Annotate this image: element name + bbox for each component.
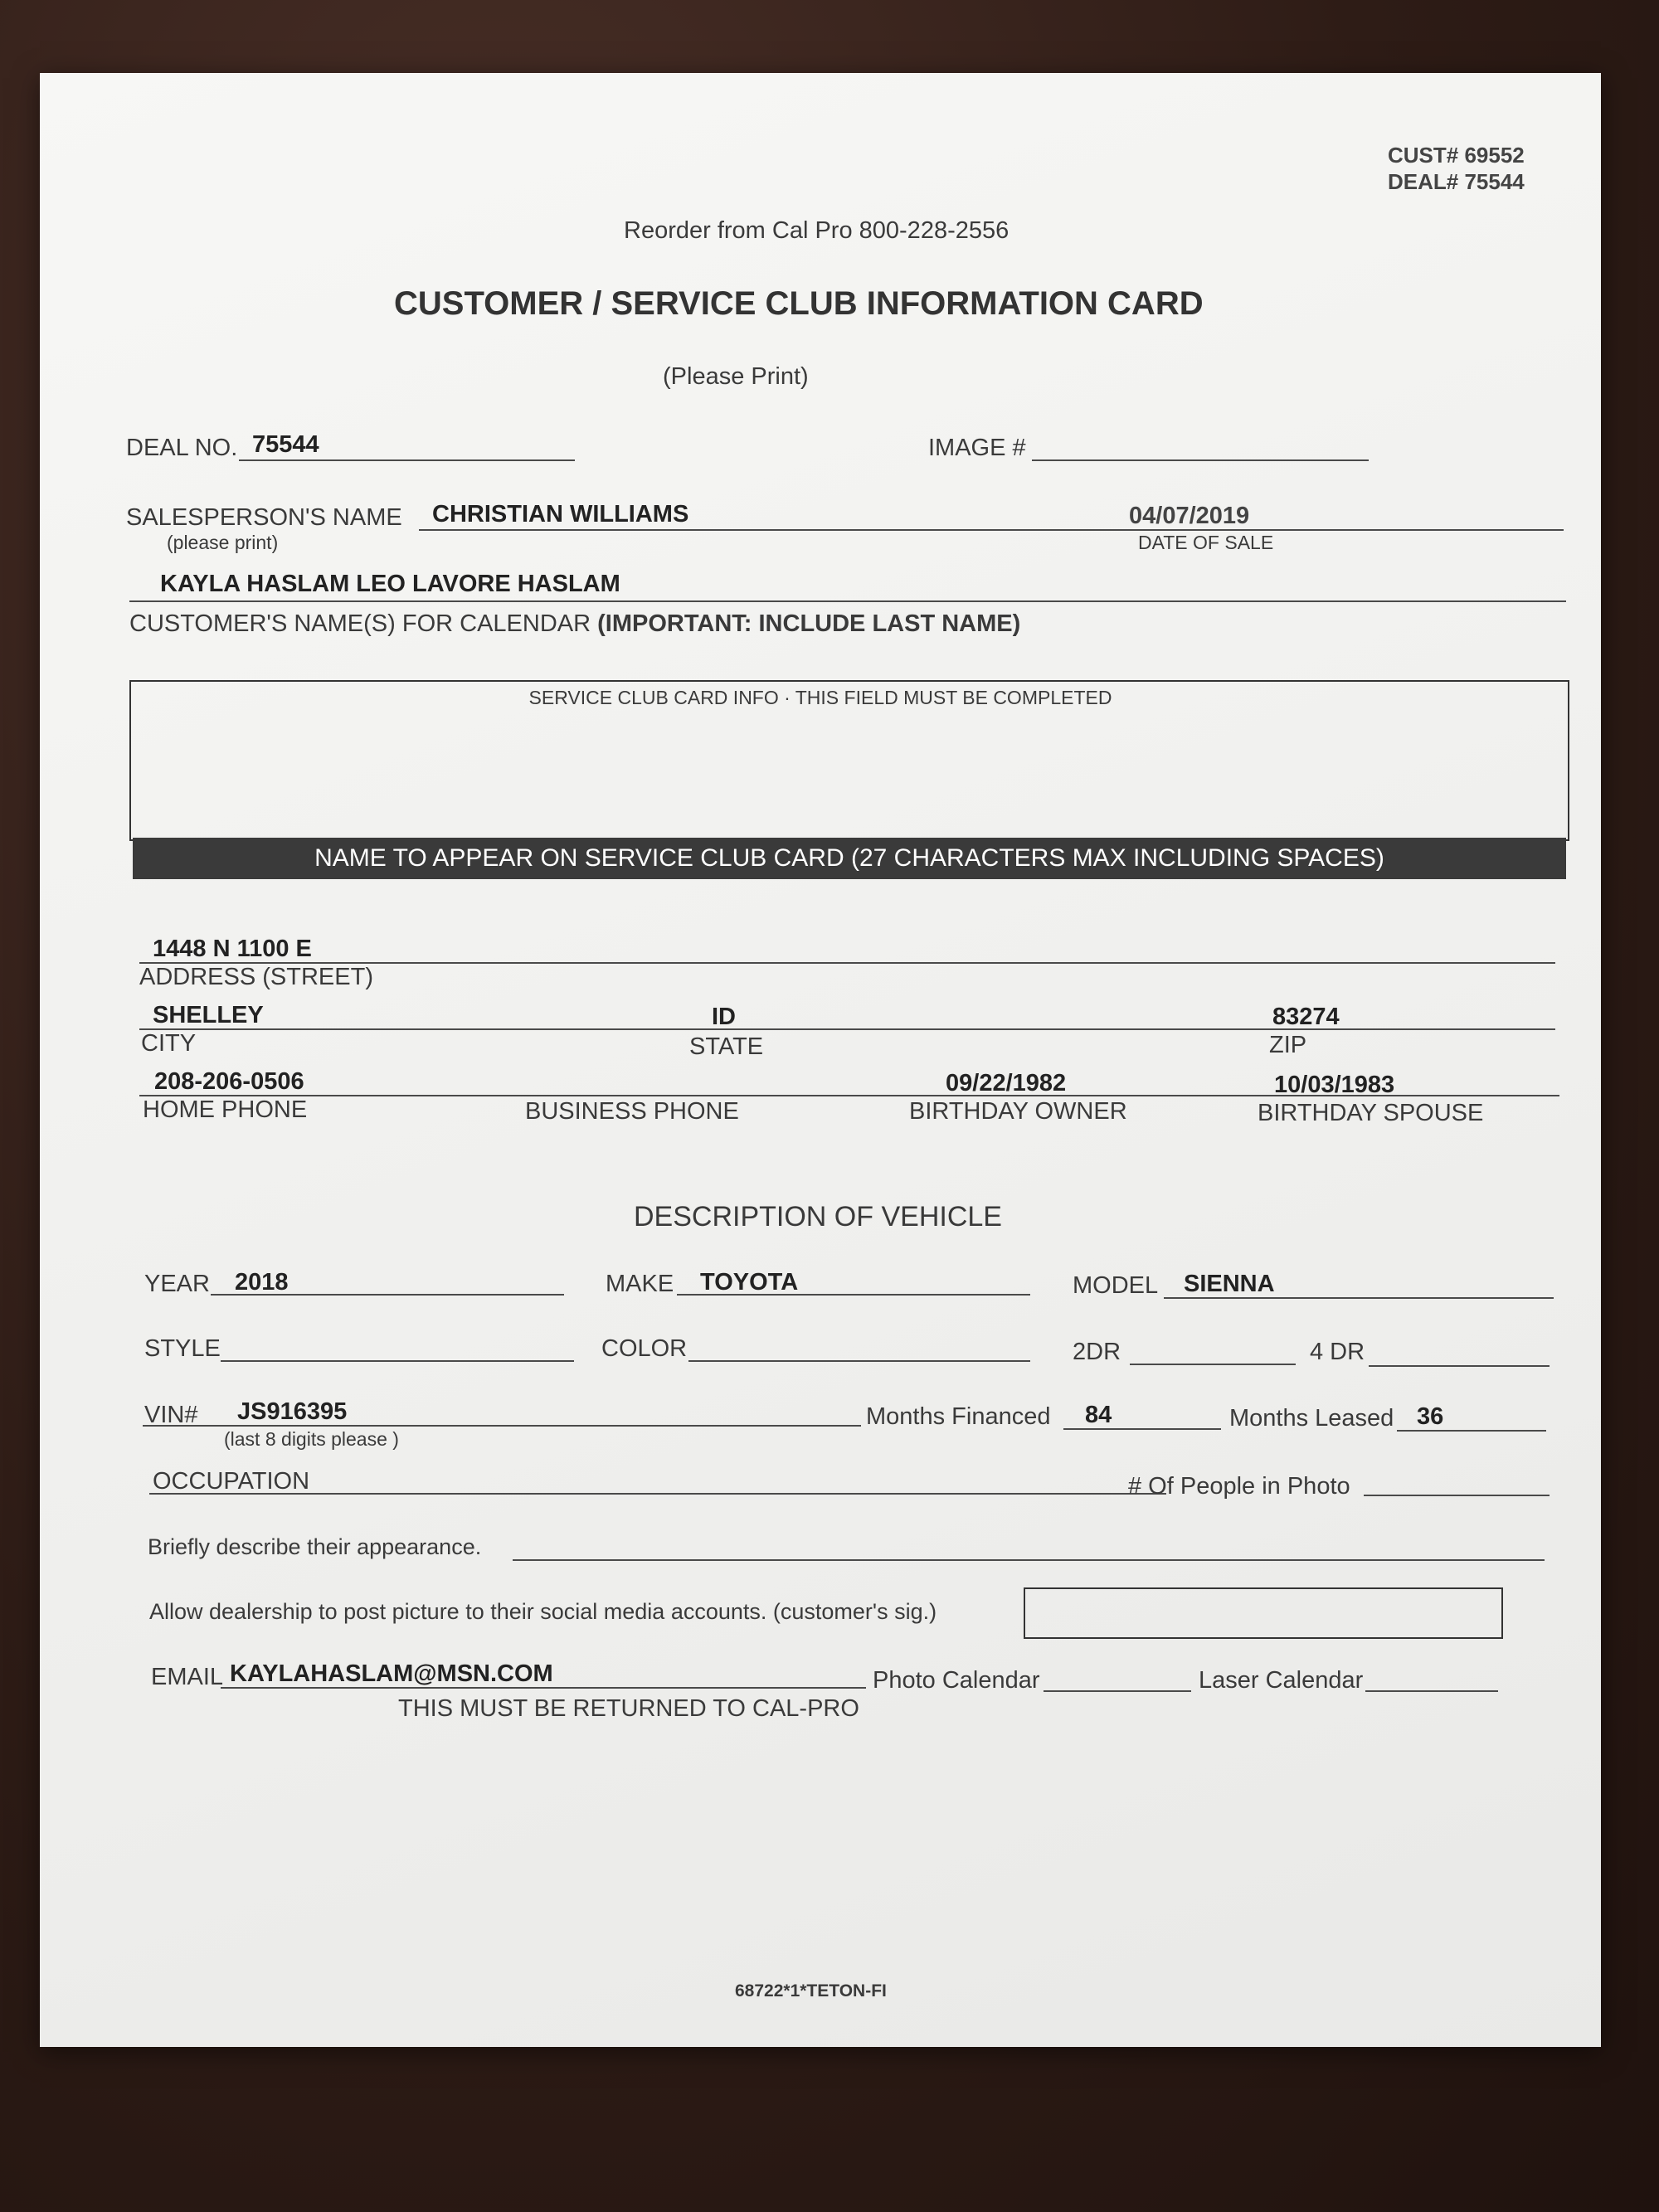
vehicle-heading: DESCRIPTION OF VEHICLE [634, 1201, 1002, 1232]
vin-line [143, 1425, 861, 1427]
people-in-photo-label: # Of People in Photo [1128, 1473, 1350, 1500]
customer-names-line [129, 600, 1566, 602]
city-state-zip-line [139, 1028, 1555, 1030]
email-label: EMAIL [151, 1664, 224, 1690]
occupation-line[interactable] [149, 1493, 1166, 1495]
laser-calendar-line[interactable] [1365, 1690, 1498, 1692]
months-leased-label: Months Leased [1229, 1405, 1394, 1432]
months-financed-label: Months Financed [866, 1403, 1051, 1430]
people-in-photo-line[interactable] [1364, 1495, 1550, 1496]
home-phone-value[interactable]: 208-206-0506 [154, 1068, 304, 1095]
appearance-line[interactable] [513, 1559, 1545, 1561]
cust-number: CUST# 69552 [1388, 143, 1525, 168]
model-label: MODEL [1073, 1272, 1159, 1299]
salesperson-label: SALESPERSON'S NAME [126, 504, 402, 531]
vin-sublabel: (last 8 digits please ) [224, 1428, 399, 1450]
deal-no-line [239, 459, 575, 461]
style-line[interactable] [221, 1360, 574, 1362]
city-value[interactable]: SHELLEY [153, 1002, 264, 1028]
please-print-note: (Please Print) [663, 363, 809, 390]
photo-calendar-label: Photo Calendar [873, 1667, 1040, 1694]
vin-label: VIN# [144, 1402, 198, 1428]
salesperson-line [419, 529, 1564, 531]
image-line[interactable] [1032, 459, 1369, 461]
footer-code: 68722*1*TETON-FI [735, 1981, 887, 2001]
home-phone-label: HOME PHONE [143, 1096, 308, 1123]
service-club-heading: SERVICE CLUB CARD INFO · THIS FIELD MUST BE COMPLETED [528, 687, 1112, 708]
service-club-band: NAME TO APPEAR ON SERVICE CLUB CARD (27 CHARACTERS MAX INCLUDING SPACES) [133, 838, 1566, 879]
date-of-sale-label: DATE OF SALE [1138, 532, 1274, 553]
model-value[interactable]: SIENNA [1184, 1271, 1275, 1297]
address-value[interactable]: 1448 N 1100 E [153, 936, 312, 962]
birthday-spouse-value[interactable]: 10/03/1983 [1274, 1072, 1395, 1098]
year-line [211, 1294, 564, 1296]
months-leased-value[interactable]: 36 [1417, 1403, 1444, 1430]
address-label: ADDRESS (STREET) [139, 964, 373, 990]
deal-number-header: DEAL# 75544 [1388, 169, 1525, 194]
customer-names-label: CUSTOMER'S NAME(S) FOR CALENDAR (IMPORTANT: INCLUDE LAST NAME) [129, 610, 1021, 637]
city-label: CITY [141, 1030, 197, 1057]
form-title: CUSTOMER / SERVICE CLUB INFORMATION CARD [394, 285, 1204, 322]
state-value[interactable]: ID [712, 1004, 736, 1030]
please-print-sublabel: (please print) [167, 532, 279, 553]
email-line [221, 1687, 866, 1689]
state-label: STATE [689, 1033, 764, 1060]
year-label: YEAR [144, 1271, 210, 1297]
make-value[interactable]: TOYOTA [700, 1269, 799, 1296]
phones-line [139, 1095, 1559, 1096]
birthday-owner-value[interactable]: 09/22/1982 [946, 1070, 1067, 1096]
make-label: MAKE [606, 1271, 674, 1297]
make-line [677, 1294, 1030, 1296]
color-label: COLOR [601, 1335, 688, 1362]
deal-no-label: DEAL NO. [126, 435, 238, 461]
months-financed-value[interactable]: 84 [1085, 1402, 1112, 1428]
two-door-line[interactable] [1130, 1364, 1296, 1365]
appearance-label: Briefly describe their appearance. [148, 1534, 482, 1559]
color-line[interactable] [688, 1360, 1030, 1362]
birthday-owner-label: BIRTHDAY OWNER [909, 1098, 1127, 1125]
date-of-sale-value[interactable]: 04/07/2019 [1129, 503, 1250, 529]
two-door-label: 2DR [1073, 1339, 1121, 1365]
four-door-line[interactable] [1369, 1365, 1550, 1367]
social-media-label: Allow dealership to post picture to their social media accounts. (customer's sig.) [149, 1599, 937, 1624]
business-phone-label: BUSINESS PHONE [525, 1098, 739, 1125]
email-value[interactable]: KAYLAHASLAM@MSN.COM [230, 1660, 553, 1687]
occupation-label: OCCUPATION [153, 1468, 310, 1495]
image-label: IMAGE # [928, 435, 1026, 461]
year-value[interactable]: 2018 [235, 1269, 289, 1296]
birthday-spouse-label: BIRTHDAY SPOUSE [1258, 1100, 1484, 1126]
zip-value[interactable]: 83274 [1272, 1004, 1340, 1030]
four-door-label: 4 DR [1310, 1339, 1365, 1365]
customer-signature-box[interactable] [1024, 1587, 1503, 1639]
zip-label: ZIP [1269, 1032, 1307, 1058]
months-financed-line [1063, 1428, 1221, 1430]
return-note: THIS MUST BE RETURNED TO CAL-PRO [398, 1695, 859, 1722]
months-leased-line [1397, 1430, 1546, 1432]
model-line [1164, 1297, 1554, 1299]
vin-value[interactable]: JS916395 [237, 1398, 348, 1425]
laser-calendar-label: Laser Calendar [1199, 1667, 1364, 1694]
style-label: STYLE [144, 1335, 221, 1362]
info-card-paper [40, 73, 1601, 2047]
reorder-note: Reorder from Cal Pro 800-228-2556 [624, 217, 1010, 244]
salesperson-value[interactable]: CHRISTIAN WILLIAMS [432, 501, 689, 527]
photo-calendar-line[interactable] [1044, 1690, 1191, 1692]
customer-names-value[interactable]: KAYLA HASLAM LEO LAVORE HASLAM [160, 571, 620, 597]
deal-no-value[interactable]: 75544 [252, 431, 319, 458]
